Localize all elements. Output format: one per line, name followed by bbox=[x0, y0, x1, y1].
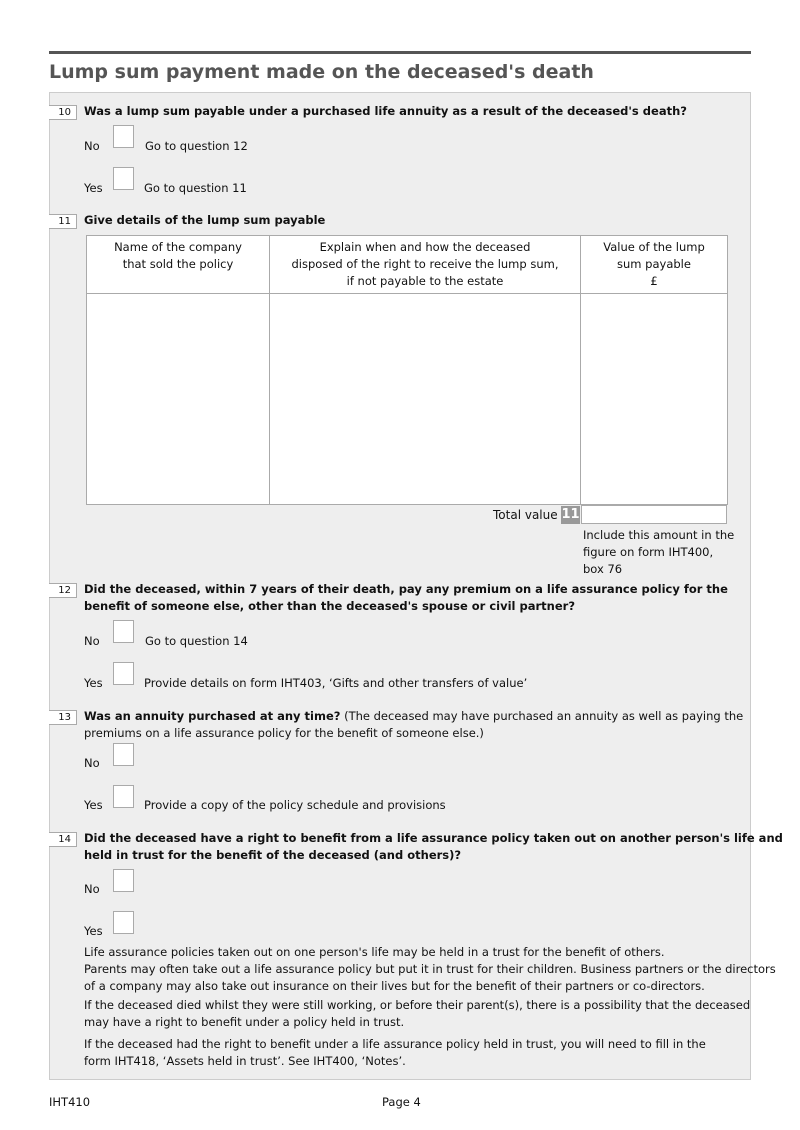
page-number: Page 4 bbox=[382, 1095, 421, 1109]
info-line: Parents may often take out a life assurance policy but put it in trust for their children. Business partners or the directors bbox=[84, 962, 776, 976]
column-header-line: if not payable to the estate bbox=[346, 274, 504, 288]
q14-yes-label: Yes bbox=[84, 924, 103, 938]
column-header-line: that sold the policy bbox=[122, 257, 234, 271]
column-header-value bbox=[581, 236, 728, 294]
q14-no-checkbox[interactable] bbox=[113, 869, 134, 892]
q13-no-checkbox[interactable] bbox=[113, 743, 134, 766]
column-header-line: Value of the lump bbox=[603, 240, 705, 254]
q13-yes-label: Yes bbox=[84, 798, 103, 812]
question-10-text: Was a lump sum payable under a purchased life annuity as a result of the deceased's death? bbox=[84, 104, 687, 118]
total-note-line: figure on form IHT400, bbox=[583, 545, 714, 559]
form-code: IHT410 bbox=[49, 1095, 91, 1109]
question-13-line2: premiums on a life assurance policy for the benefit of someone else.) bbox=[84, 726, 484, 740]
q12-no-checkbox[interactable] bbox=[113, 620, 134, 643]
q13-yes-checkbox[interactable] bbox=[113, 785, 134, 808]
q10-yes-note: Go to question 11 bbox=[144, 181, 247, 195]
question-13-normal: (The deceased may have purchased an annuity as well as paying the bbox=[340, 709, 744, 723]
q12-yes-note: Provide details on form IHT403, ‘Gifts and other transfers of value’ bbox=[144, 676, 528, 690]
question-13-text bbox=[84, 708, 743, 742]
info-line: If the deceased died whilst they were still working, or before their parent(s), there is a possibility that the deceased bbox=[84, 998, 751, 1012]
column-header-explanation bbox=[270, 236, 581, 294]
info-line: may have a right to benefit under a policy held in trust. bbox=[84, 1015, 405, 1029]
total-note-line: Include this amount in the bbox=[583, 528, 735, 542]
total-value-note bbox=[583, 527, 734, 578]
q10-yes-label: Yes bbox=[84, 181, 103, 195]
total-value-label: Total value bbox=[493, 508, 558, 522]
q10-no-note: Go to question 12 bbox=[145, 139, 248, 153]
question-text-line: Did the deceased have a right to benefit from a life assurance policy taken out on another person's life and bbox=[84, 831, 783, 845]
total-value-input[interactable] bbox=[581, 505, 727, 524]
column-header-line: Name of the company bbox=[114, 240, 242, 254]
value-input[interactable] bbox=[581, 294, 728, 505]
column-header-line: £ bbox=[650, 274, 658, 288]
question-11-number: 11 bbox=[49, 214, 77, 229]
column-header-line: disposed of the right to receive the lump sum, bbox=[291, 257, 559, 271]
info-line: of a company may also take out insurance on their lives but for the benefit of their partners or co-directors. bbox=[84, 979, 705, 993]
q12-yes-checkbox[interactable] bbox=[113, 662, 134, 685]
section-title: Lump sum payment made on the deceased's death bbox=[49, 61, 594, 83]
q14-no-label: No bbox=[84, 882, 100, 896]
header-rule bbox=[49, 51, 751, 54]
q14-yes-checkbox[interactable] bbox=[113, 911, 134, 934]
q13-no-label: No bbox=[84, 756, 100, 770]
question-14-text bbox=[84, 830, 783, 864]
total-note-line: box 76 bbox=[583, 562, 623, 576]
question-text-line: Did the deceased, within 7 years of their death, pay any premium on a life assurance policy for the bbox=[84, 582, 728, 596]
q10-yes-checkbox[interactable] bbox=[113, 167, 134, 190]
info-line: If the deceased had the right to benefit under a life assurance policy held in trust, you will need to fill in the bbox=[84, 1037, 706, 1051]
q13-yes-note: Provide a copy of the policy schedule and provisions bbox=[144, 798, 446, 812]
info-line: form IHT418, ‘Assets held in trust’. See IHT400, ‘Notes’. bbox=[84, 1054, 406, 1068]
explanation-input[interactable] bbox=[270, 294, 581, 505]
trust-info-paragraph-2 bbox=[84, 997, 750, 1031]
question-14-number: 14 bbox=[49, 832, 77, 847]
column-header-line: Explain when and how the deceased bbox=[319, 240, 531, 254]
q10-no-checkbox[interactable] bbox=[113, 125, 134, 148]
question-text-line: benefit of someone else, other than the deceased's spouse or civil partner? bbox=[84, 599, 575, 613]
question-text-line: held in trust for the benefit of the deceased (and others)? bbox=[84, 848, 462, 862]
question-10-number: 10 bbox=[49, 105, 77, 120]
question-13-bold: Was an annuity purchased at any time? bbox=[84, 709, 341, 723]
column-header-line: sum payable bbox=[617, 257, 691, 271]
question-11-text: Give details of the lump sum payable bbox=[84, 213, 326, 227]
trust-info-paragraph-3 bbox=[84, 1036, 706, 1070]
q12-no-note: Go to question 14 bbox=[145, 634, 248, 648]
question-12-text bbox=[84, 581, 728, 615]
company-name-input[interactable] bbox=[87, 294, 270, 505]
q12-no-label: No bbox=[84, 634, 100, 648]
column-header-company bbox=[87, 236, 270, 294]
trust-info-paragraph-1 bbox=[84, 944, 776, 995]
question-12-number: 12 bbox=[49, 583, 77, 598]
q10-no-label: No bbox=[84, 139, 100, 153]
info-line: Life assurance policies taken out on one person's life may be held in a trust for the benefit of others. bbox=[84, 945, 665, 959]
q12-yes-label: Yes bbox=[84, 676, 103, 690]
lump-sum-details-table bbox=[86, 235, 728, 505]
question-13-number: 13 bbox=[49, 710, 77, 725]
box-number-badge: 11 bbox=[561, 507, 580, 522]
